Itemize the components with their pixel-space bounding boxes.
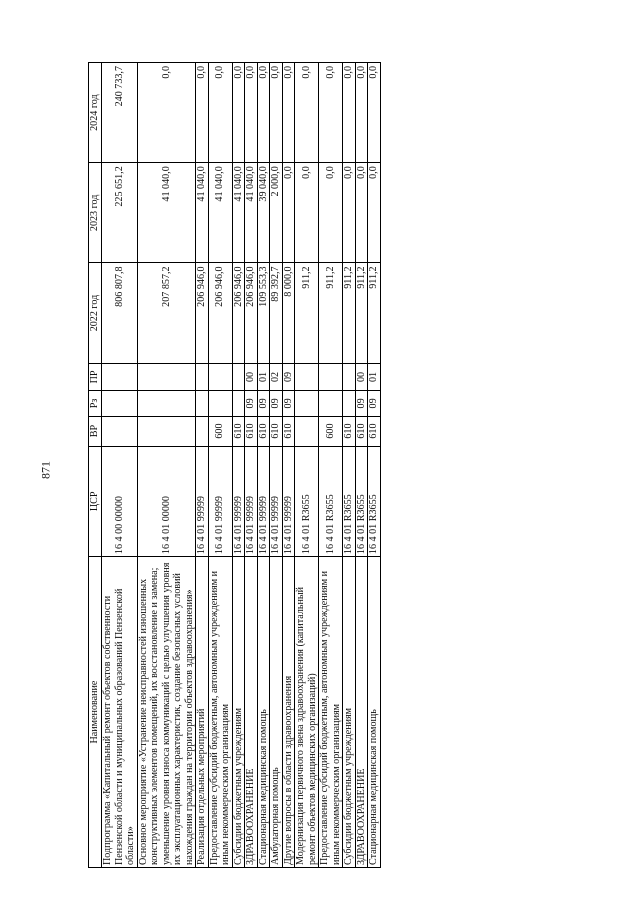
table-row (355, 63, 368, 868)
cell-2024: 0,0 (196, 63, 209, 163)
cell-pr (102, 363, 138, 391)
cell-pr (343, 363, 356, 391)
cell-csr: 16 4 01 99999 (257, 446, 270, 557)
cell-2022: 206 946,0 (196, 263, 209, 363)
cell-2024: 0,0 (232, 63, 245, 163)
cell-name: Основное мероприятие «Устранение неисправностей изношенных конструктивных элементов помещений, их восстановление и замена; уменьшение уровня износа коммуникаций с целью улучшения уровня их эксплуатационных характеристик, создание безопасных условий нахождения граждан на территории объектов здравоохранения» (137, 557, 196, 868)
table-row (319, 63, 343, 868)
cell-name: Стационарная медицинская помощь (257, 557, 270, 868)
cell-csr: 16 4 01 R3655 (343, 446, 356, 557)
cell-vr: 610 (343, 416, 356, 446)
cell-pr: 00 (245, 363, 258, 391)
cell-2023: 41 040,0 (196, 163, 209, 263)
cell-2024: 0,0 (368, 63, 381, 163)
cell-2023: 0,0 (368, 163, 381, 263)
cell-rz: 09 (245, 391, 258, 416)
budget-table (88, 62, 381, 868)
cell-vr: 600 (208, 416, 232, 446)
cell-pr: 09 (282, 363, 295, 391)
cell-vr: 610 (282, 416, 295, 446)
cell-rz: 09 (368, 391, 381, 416)
cell-2024: 0,0 (245, 63, 258, 163)
table-row (196, 63, 209, 868)
cell-vr: 610 (270, 416, 283, 446)
cell-csr: 16 4 01 R3655 (295, 446, 319, 557)
table-row (208, 63, 232, 868)
table-row (245, 63, 258, 868)
cell-2023: 39 040,0 (257, 163, 270, 263)
cell-rz (232, 391, 245, 416)
cell-csr: 16 4 01 99999 (208, 446, 232, 557)
header-vr: ВР (89, 416, 102, 446)
cell-2024: 0,0 (208, 63, 232, 163)
page-number-text: 871 (38, 461, 53, 479)
table-row (137, 63, 196, 868)
cell-2023: 0,0 (319, 163, 343, 263)
cell-2023: 41 040,0 (208, 163, 232, 263)
cell-2022: 806 807,8 (102, 263, 138, 363)
cell-2022: 911,2 (355, 263, 368, 363)
cell-2023: 0,0 (282, 163, 295, 263)
table-row (270, 63, 283, 868)
cell-vr (295, 416, 319, 446)
cell-rz: 09 (282, 391, 295, 416)
cell-rz: 09 (355, 391, 368, 416)
table-row (368, 63, 381, 868)
header-2024: 2024 год (89, 63, 102, 163)
cell-2022: 8 000,0 (282, 263, 295, 363)
cell-name: Стационарная медицинская помощь (368, 557, 381, 868)
cell-2023: 41 040,0 (137, 163, 196, 263)
header-name: Наименование (89, 557, 102, 868)
cell-2024: 0,0 (355, 63, 368, 163)
cell-pr (232, 363, 245, 391)
cell-csr: 16 4 01 99999 (232, 446, 245, 557)
cell-2023: 41 040,0 (245, 163, 258, 263)
cell-csr: 16 4 01 R3655 (319, 446, 343, 557)
header-csr: ЦСР (89, 446, 102, 557)
cell-rz (319, 391, 343, 416)
cell-2022: 109 553,3 (257, 263, 270, 363)
cell-vr: 610 (355, 416, 368, 446)
cell-2022: 911,2 (295, 263, 319, 363)
cell-rz (196, 391, 209, 416)
cell-csr: 16 4 01 99999 (196, 446, 209, 557)
cell-vr: 610 (232, 416, 245, 446)
cell-2023: 0,0 (355, 163, 368, 263)
cell-2022: 206 946,0 (208, 263, 232, 363)
cell-2023: 225 651,2 (102, 163, 138, 263)
cell-2024: 0,0 (319, 63, 343, 163)
cell-vr (137, 416, 196, 446)
header-2023: 2023 год (89, 163, 102, 263)
cell-2022: 207 857,2 (137, 263, 196, 363)
cell-vr: 600 (319, 416, 343, 446)
cell-pr: 00 (355, 363, 368, 391)
cell-rz: 09 (270, 391, 283, 416)
cell-name: Субсидии бюджетным учреждениям (232, 557, 245, 868)
table-row (295, 63, 319, 868)
cell-name: ЗДРАВООХРАНЕНИЕ (245, 557, 258, 868)
table-row (232, 63, 245, 868)
cell-2022: 911,2 (319, 263, 343, 363)
rotated-table-container (88, 68, 381, 868)
cell-csr: 16 4 01 99999 (270, 446, 283, 557)
cell-name: Предоставление субсидий бюджетным, автономным учреждениям и иным некоммерческим организациям (319, 557, 343, 868)
header-pr: ПР (89, 363, 102, 391)
cell-pr (196, 363, 209, 391)
page-number (36, 450, 56, 490)
cell-vr: 610 (368, 416, 381, 446)
cell-2022: 911,2 (368, 263, 381, 363)
cell-2022: 89 392,7 (270, 263, 283, 363)
table-row (102, 63, 138, 868)
cell-vr: 610 (257, 416, 270, 446)
cell-vr (102, 416, 138, 446)
cell-csr: 16 4 01 99999 (245, 446, 258, 557)
cell-2022: 911,2 (343, 263, 356, 363)
header-rz: Рз (89, 391, 102, 416)
cell-2024: 0,0 (270, 63, 283, 163)
cell-2024: 0,0 (282, 63, 295, 163)
cell-2023: 0,0 (343, 163, 356, 263)
table-row (343, 63, 356, 868)
cell-2023: 2 000,0 (270, 163, 283, 263)
cell-rz (343, 391, 356, 416)
cell-csr: 16 4 01 R3655 (355, 446, 368, 557)
table-row (257, 63, 270, 868)
cell-pr: 01 (368, 363, 381, 391)
cell-rz: 09 (257, 391, 270, 416)
cell-2023: 41 040,0 (232, 163, 245, 263)
cell-rz (295, 391, 319, 416)
cell-vr (196, 416, 209, 446)
cell-pr: 02 (270, 363, 283, 391)
cell-csr: 16 4 01 99999 (282, 446, 295, 557)
cell-vr: 610 (245, 416, 258, 446)
table-row (282, 63, 295, 868)
cell-csr: 16 4 01 R3655 (368, 446, 381, 557)
cell-2024: 0,0 (343, 63, 356, 163)
cell-2022: 206 946,0 (245, 263, 258, 363)
cell-csr: 16 4 01 00000 (137, 446, 196, 557)
cell-pr (295, 363, 319, 391)
cell-name: Предоставление субсидий бюджетным, автономным учреждениям и иным некоммерческим организациям (208, 557, 232, 868)
cell-rz (137, 391, 196, 416)
cell-pr: 01 (257, 363, 270, 391)
cell-name: ЗДРАВООХРАНЕНИЕ (355, 557, 368, 868)
header-2022: 2022 год (89, 263, 102, 363)
cell-rz (208, 391, 232, 416)
table-header-row (89, 63, 102, 868)
cell-2023: 0,0 (295, 163, 319, 263)
cell-pr (137, 363, 196, 391)
table-body (102, 63, 381, 868)
cell-2024: 0,0 (257, 63, 270, 163)
cell-name: Амбулаторная помощь (270, 557, 283, 868)
cell-2024: 0,0 (137, 63, 196, 163)
cell-name: Модернизация первичного звена здравоохранения (капитальный ремонт объектов медицинских организаций) (295, 557, 319, 868)
cell-name: Подпрограмма «Капитальный ремонт объектов собственности Пензенской области и муниципальных образований Пензенской области» (102, 557, 138, 868)
cell-rz (102, 391, 138, 416)
cell-name: Субсидии бюджетным учреждениям (343, 557, 356, 868)
cell-pr (208, 363, 232, 391)
cell-pr (319, 363, 343, 391)
cell-2022: 206 946,0 (232, 263, 245, 363)
cell-csr: 16 4 00 00000 (102, 446, 138, 557)
cell-2024: 240 733,7 (102, 63, 138, 163)
cell-name: Другие вопросы в области здравоохранения (282, 557, 295, 868)
cell-2024: 0,0 (295, 63, 319, 163)
cell-name: Реализация отдельных мероприятий (196, 557, 209, 868)
